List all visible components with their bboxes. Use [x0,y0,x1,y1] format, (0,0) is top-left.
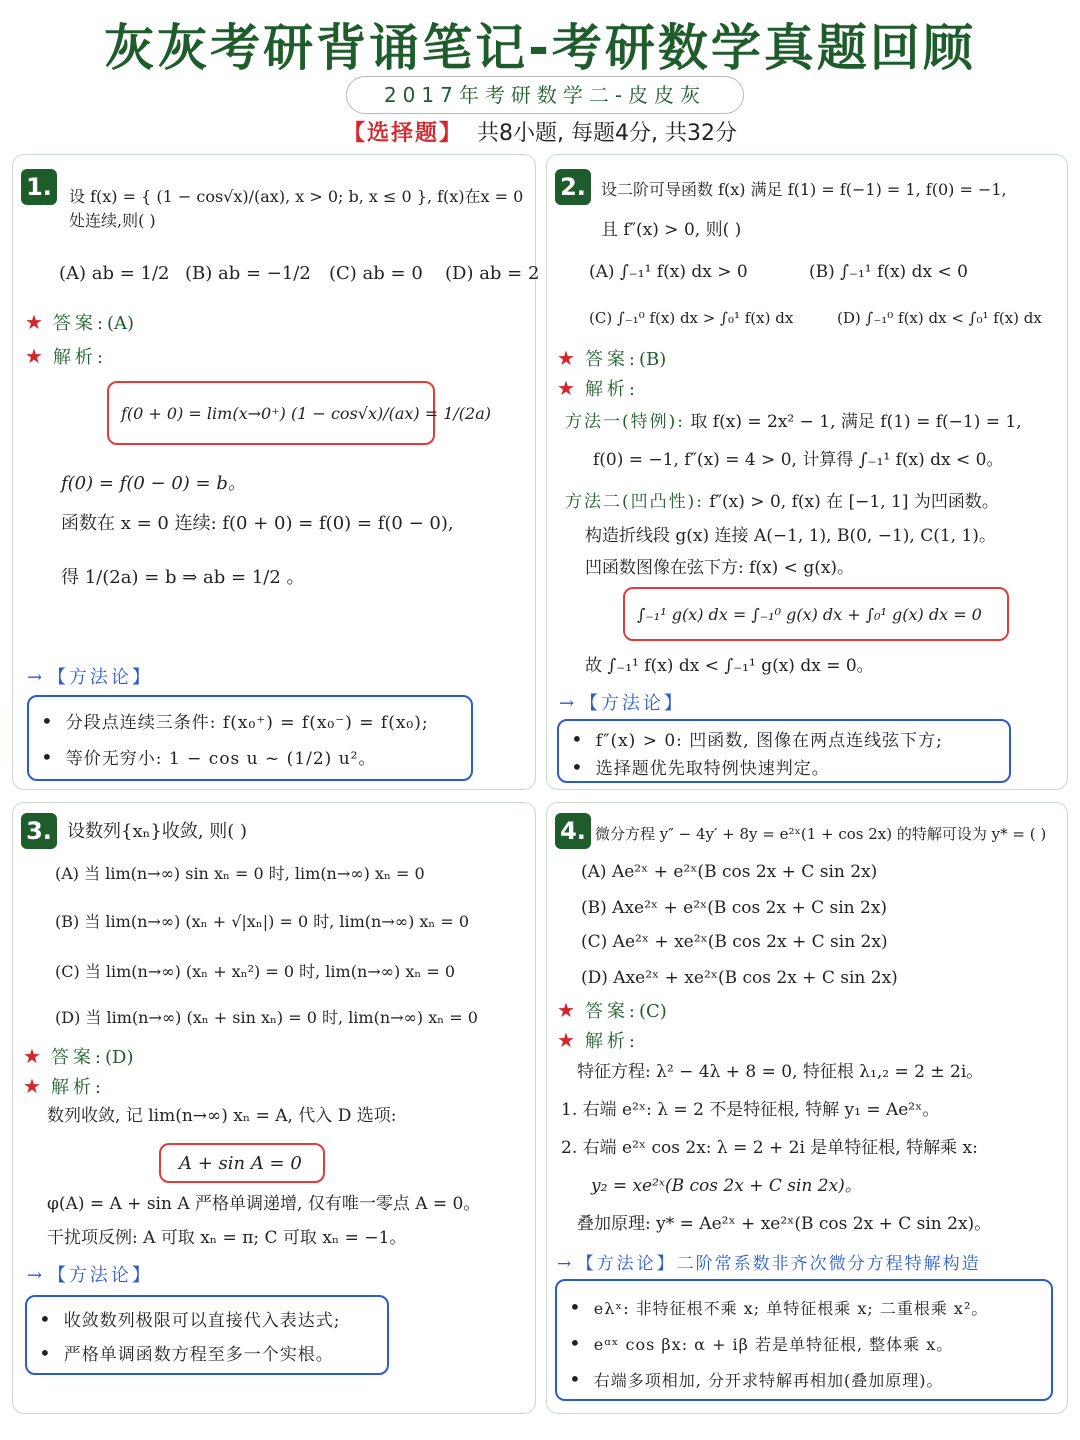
star-icon: ★ [25,310,43,334]
method-box [555,1279,1053,1401]
key-formula: A + sin A = 0 [179,1153,302,1174]
method-point: • 分段点连续三条件: f(x₀⁺) = f(x₀⁻) = f(x₀); [41,709,429,735]
method-label: 【方法论】 [576,1254,677,1274]
question-card-4 [546,802,1068,1414]
answer-label: 答案: [584,1001,640,1022]
star-icon: ★ [23,1044,41,1068]
method-1-row [565,409,1022,435]
analysis-label: 解析: [50,1077,106,1098]
solution-step-1: f(0) = f(0 − 0) = b。 [61,473,246,494]
option-c: (C) ∫₋₁⁰ f(x) dx > ∫₀¹ f(x) dx [589,309,794,327]
analysis-label: 解析: [584,379,640,400]
method-box [25,1295,389,1375]
arrow-right-icon: → [27,1265,43,1286]
arrow-right-icon: → [27,667,43,688]
question-stem-line-2: 且 f″(x) > 0, 则( ) [601,220,742,240]
question-stem: 设 f(x) = { (1 − cos√x)/(ax), x > 0; b, x ≤ 0 }, f(x)在x = 0处连续,则( ) [69,187,524,230]
answer-row [25,309,134,337]
answer-label: 答案: [50,1047,106,1068]
answer-label: 答案: [584,349,640,370]
option-b: (B) ab = −1/2 [185,263,311,284]
option-d: (D) 当 lim(n→∞) (xₙ + sin xₙ) = 0 时, lim(n→∞) xₙ = 0 [55,1008,478,1027]
method-1-text: 取 f(x) = 2x² − 1, 满足 f(1) = f(−1) = 1, [690,412,1022,432]
star-icon: ★ [23,1074,41,1098]
option-c: (C) ab = 0 [329,263,423,284]
solution-step-2: φ(A) = A + sin A 严格单调递增, 仅有唯一零点 A = 0。 [47,1194,481,1214]
star-icon: ★ [557,376,575,400]
question-stem: 微分方程 y″ − 4y′ + 8y = e²ˣ(1 + cos 2x) 的特解可设为 y* = ( ) [595,825,1047,843]
question-number-badge: 3. [21,813,57,849]
solution-step-4: y₂ = xe²ˣ(B cos 2x + C sin 2x)。 [591,1176,862,1196]
method-heading [559,691,685,717]
solution-step-3: 2. 右端 e²ˣ cos 2x: λ = 2 + 2i 是单特征根, 特解乘 x: [561,1138,978,1158]
analysis-label: 解析: [584,1031,640,1052]
option-a: (A) 当 lim(n→∞) sin xₙ = 0 时, lim(n→∞) xₙ = 0 [55,864,425,883]
solution-step-5: 叠加原理: y* = Ae²ˣ + xe²ˣ(B cos 2x + C sin 2x)。 [577,1214,992,1234]
section-header [0,118,1080,150]
method-point: • 严格单调函数方程至多一个实根。 [39,1341,334,1367]
option-d: (D) Axe²ˣ + xe²ˣ(B cos 2x + C sin 2x) [581,968,898,988]
analysis-row [557,1027,639,1055]
question-card-3 [12,802,536,1414]
solution-step-3: 得 1/(2a) = b ⇒ ab = 1/2 。 [61,567,305,588]
option-a: (A) ∫₋₁¹ f(x) dx > 0 [589,262,748,282]
analysis-label: 解析: [52,347,108,368]
arrow-right-icon: → [557,1254,572,1274]
page-title: 灰灰考研背诵笔记-考研数学真题回顾 [104,19,976,77]
question-number-badge: 2. [555,169,591,205]
section-info: 共8小题, 每题4分, 共32分 [477,121,737,146]
solution-step-2: 1. 右端 e²ˣ: λ = 2 不是特征根, 特解 y₁ = Ae²ˣ。 [561,1100,940,1120]
answer-value: (D) [105,1047,134,1068]
method-2-label: 方法二(凹凸性): [565,492,704,512]
method-label: 【方法论】 [47,1265,153,1286]
method-heading [557,1251,981,1277]
option-a: (A) Ae²ˣ + e²ˣ(B cos 2x + C sin 2x) [581,862,878,882]
solution-step-2: 函数在 x = 0 连续: f(0 + 0) = f(0) = f(0 − 0), [61,513,454,534]
method-point: • 收敛数列极限可以直接代入表达式; [39,1307,341,1333]
method-heading [27,665,153,691]
method-label: 【方法论】 [579,693,685,714]
solution-step-3: 干扰项反例: A 可取 xₙ = π; C 可取 xₙ = −1。 [47,1228,407,1248]
method-2-text: f″(x) > 0, f(x) 在 [−1, 1] 为凹函数。 [709,492,999,512]
key-formula: f(0 + 0) = lim(x→0⁺) (1 − cos√x)/(ax) = 1/(2a) [121,404,492,423]
method-title: 二阶常系数非齐次微分方程特解构造 [676,1254,981,1274]
star-icon: ★ [557,998,575,1022]
key-formula-box [159,1143,325,1183]
answer-label: 答案: [52,313,108,334]
answer-row [23,1043,134,1071]
option-d: (D) ∫₋₁⁰ f(x) dx < ∫₀¹ f(x) dx [837,309,1042,327]
arrow-right-icon: → [559,693,575,714]
option-c: (C) 当 lim(n→∞) (xₙ + xₙ²) = 0 时, lim(n→∞) xₙ = 0 [55,962,456,981]
answer-value: (B) [639,349,667,370]
analysis-row [23,1073,105,1101]
method-2-text-3: 凹函数图像在弦下方: f(x) < g(x)。 [585,558,855,578]
question-number-badge: 4. [555,813,591,849]
question-card-1 [12,154,540,790]
method-1-text-2: f(0) = −1, f″(x) = 4 > 0, 计算得 ∫₋₁¹ f(x) dx < 0。 [593,450,1004,470]
method-1-label: 方法一(特例): [565,412,685,432]
method-point: • 等价无穷小: 1 − cos u ~ (1/2) u²。 [41,745,376,771]
method-box [27,695,473,781]
method-point: • 右端多项相加, 分开求特解再相加(叠加原理)。 [569,1367,943,1393]
option-d: (D) ab = 2 [445,263,540,284]
section-tag: 【选择题】 [343,121,464,146]
star-icon: ★ [557,1028,575,1052]
answer-value: (C) [639,1001,667,1022]
key-formula-box [107,381,492,445]
question-card-2 [546,154,1068,790]
star-icon: ★ [25,344,43,368]
option-a: (A) ab = 1/2 [59,263,170,284]
option-b: (B) 当 lim(n→∞) (xₙ + √|xₙ|) = 0 时, lim(n→∞) xₙ = 0 [55,912,470,931]
method-2-row [565,489,999,515]
answer-row [557,345,666,373]
key-formula-box [623,587,1009,641]
conclusion: 故 ∫₋₁¹ f(x) dx < ∫₋₁¹ g(x) dx = 0。 [585,656,874,676]
method-point: • eλˣ: 非特征根不乘 x; 单特征根乘 x; 二重根乘 x²。 [569,1295,988,1321]
analysis-row [25,343,107,371]
method-point: • 选择题优先取特例快速判定。 [571,755,830,781]
option-b: (B) Axe²ˣ + e²ˣ(B cos 2x + C sin 2x) [581,898,888,918]
method-point: • eᵅˣ cos βx: α + iβ 若是单特征根, 整体乘 x。 [569,1331,953,1357]
method-point: • f″(x) > 0: 凹函数, 图像在两点连线弦下方; [571,727,943,753]
question-stem: 设数列{xₙ}收敛, 则( ) [67,821,248,842]
solution-step-1: 特征方程: λ² − 4λ + 8 = 0, 特征根 λ₁,₂ = 2 ± 2i。 [577,1062,984,1082]
method-2-text-2: 构造折线段 g(x) 连接 A(−1, 1), B(0, −1), C(1, 1)。 [585,526,996,546]
solution-step-1: 数列收敛, 记 lim(n→∞) xₙ = A, 代入 D 选项: [47,1106,397,1126]
method-heading [27,1263,153,1289]
option-b: (B) ∫₋₁¹ f(x) dx < 0 [809,262,968,282]
answer-value: (A) [107,313,135,334]
answer-row [557,997,667,1025]
star-icon: ★ [557,346,575,370]
method-label: 【方法论】 [47,667,153,688]
method-box [557,719,1011,783]
question-number-badge: 1. [21,169,57,205]
analysis-row [557,375,639,403]
question-stem-line-1: 设二阶可导函数 f(x) 满足 f(1) = f(−1) = 1, f(0) = −1, [601,180,1007,199]
key-formula: ∫₋₁¹ g(x) dx = ∫₋₁⁰ g(x) dx + ∫₀¹ g(x) dx = 0 [637,605,982,624]
subtitle: 2017年考研数学二-皮皮灰 [346,76,744,114]
option-c: (C) Ae²ˣ + xe²ˣ(B cos 2x + C sin 2x) [581,932,888,952]
